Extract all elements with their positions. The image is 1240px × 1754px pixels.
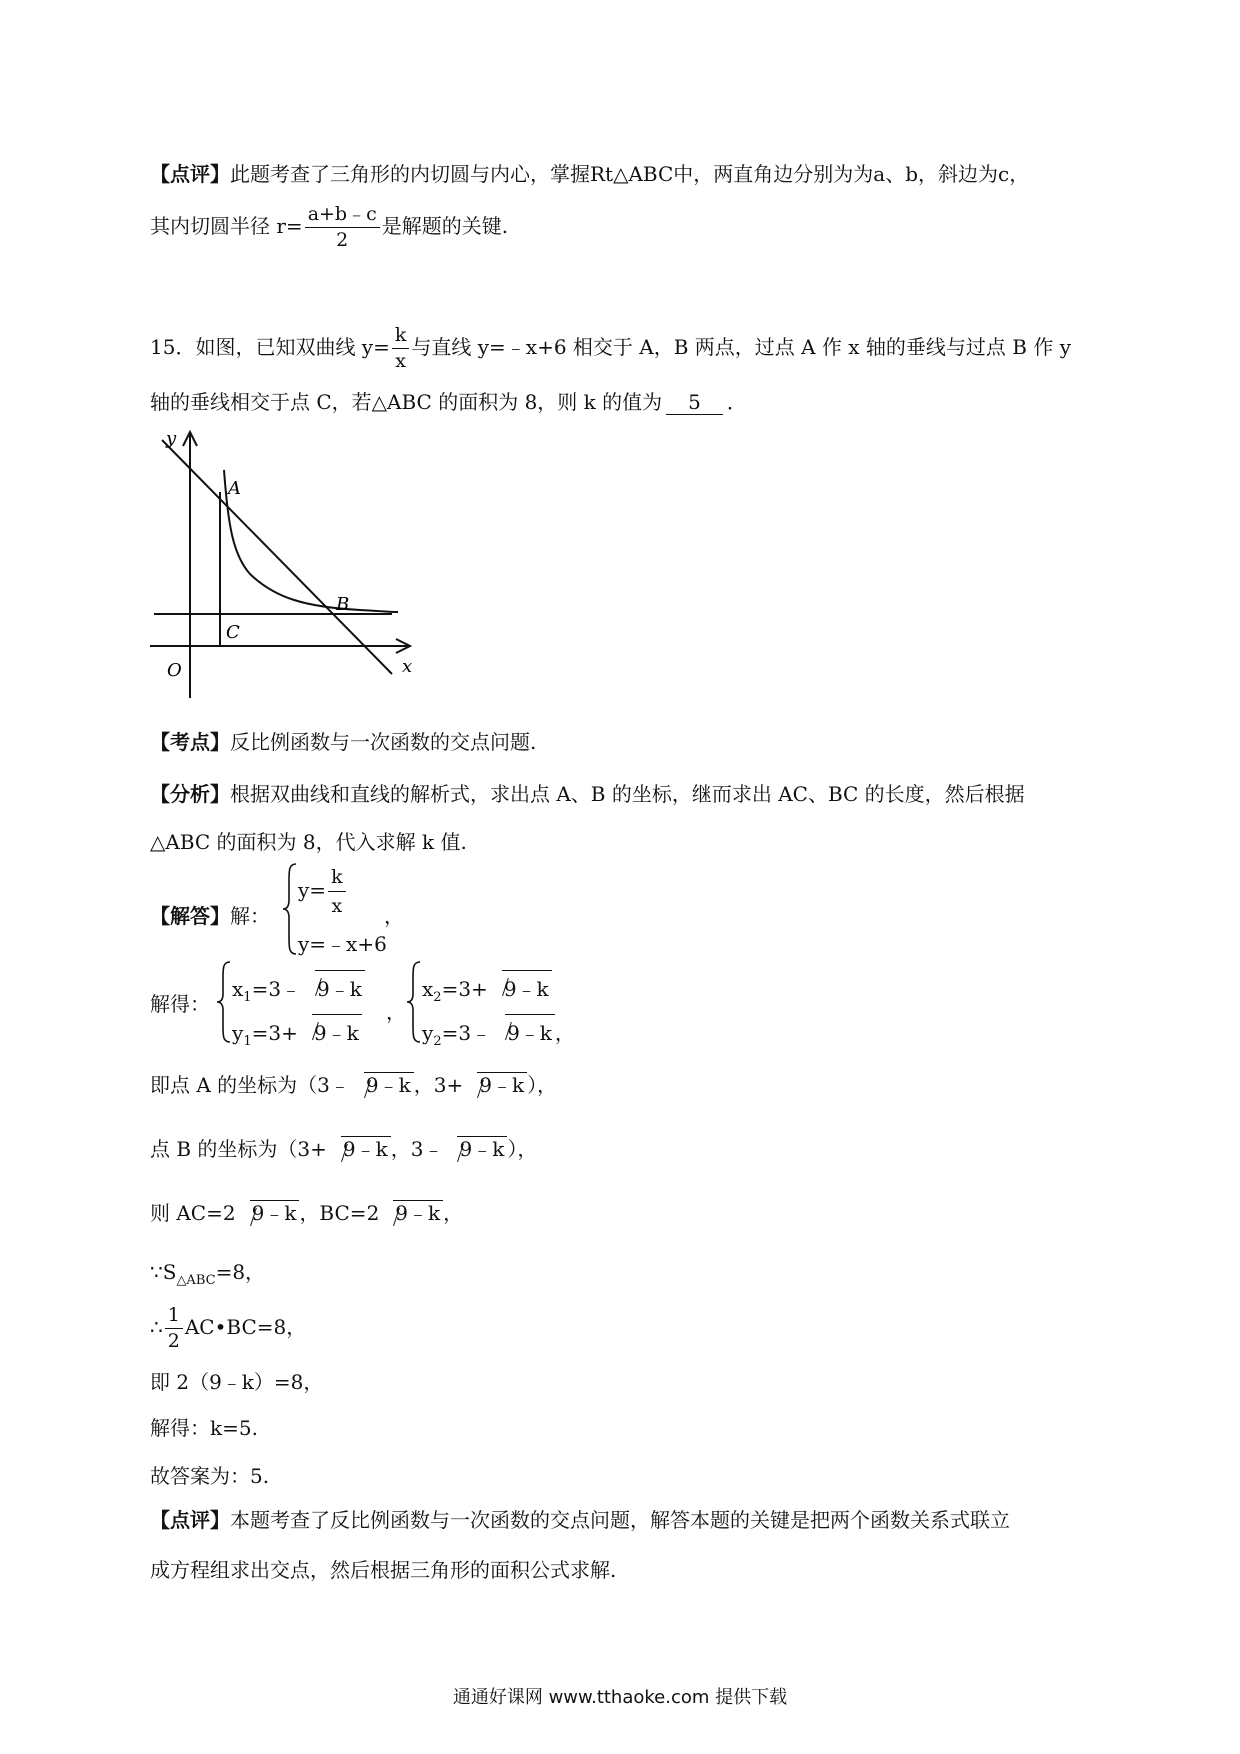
step-half: ∴ $\frac{1}{2}$ AC•BC=8， — [150, 1304, 307, 1352]
jieda-label: 【解答】解： — [150, 904, 270, 928]
label-c: C — [226, 622, 240, 643]
step-point-a: 即点 A 的坐标为（3﹣ 9﹣k ，3+ 9﹣k ）， — [150, 1073, 558, 1097]
solution1-y: $y_1=3+$ 9﹣k — [232, 1014, 362, 1049]
kaodian-tag: 【考点】 — [150, 730, 230, 754]
solution2-y: $y_2=3﹣$ 9﹣k ， — [422, 1014, 575, 1049]
answer-blank: 5 — [666, 392, 723, 415]
fenxi-tag: 【分析】 — [150, 782, 230, 806]
brace-solution-2 — [406, 960, 422, 1044]
fenxi-line2: △ABC 的面积为 8，代入求解 k 值. — [150, 830, 467, 854]
system-eq2: y=﹣x+6 — [298, 932, 387, 956]
step-answer: 故答案为：5. — [150, 1464, 270, 1488]
comment1-line2: 其内切圆半径 r= $\frac{a+b﹣c}{2}$ 是解题的关键. — [150, 203, 509, 251]
step-point-b: 点 B 的坐标为（3+ 9﹣k ，3﹣ 9﹣k ）， — [150, 1137, 538, 1161]
comment2-line2: 成方程组求出交点，然后根据三角形的面积公式求解. — [150, 1558, 617, 1582]
comment2-tag: 【点评】 — [150, 1508, 230, 1532]
label-y: y — [166, 428, 177, 449]
brace-left-system — [282, 862, 298, 956]
fenxi-line1: 【分析】根据双曲线和直线的解析式，求出点 A、B 的坐标，继而求出 AC、BC 的长度，然后根据 — [150, 782, 1025, 806]
jieda-tag: 【解答】 — [150, 904, 230, 928]
q15-line1: 15．如图，已知双曲线 y= $\frac{k}{x}$ 与直线 y=﹣x+6 相交于 A，B 两点，过点 A 作 x 轴的垂线与过点 B 作 y — [150, 324, 1071, 372]
step-ac-bc: 则 AC=2 9﹣k ，BC=2 9﹣k ， — [150, 1201, 464, 1225]
label-b: B — [336, 594, 350, 615]
system-comma: ， — [384, 904, 404, 928]
inradius-fraction: $\frac{a+b﹣c}{2}$ — [305, 205, 380, 250]
solution1-x: $x_1=3﹣$ 9﹣k — [232, 970, 365, 1005]
straight-line — [162, 440, 392, 674]
step-area: $\because S_{\triangle ABC}=8$， — [150, 1260, 266, 1288]
brace-solution-1 — [216, 960, 232, 1044]
comment1-tag: 【点评】 — [150, 162, 230, 186]
hyperbola-fraction: $\frac{k}{x}$ — [392, 326, 410, 371]
system-eq1: y= $\frac{k}{x}$ — [298, 866, 348, 917]
page-footer: 通通好课网 www.tthaoke.com 提供下载 — [452, 1687, 788, 1708]
solution2-x: $x_2=3+$ 9﹣k — [422, 970, 552, 1005]
label-a: A — [228, 478, 241, 499]
label-o: O — [167, 660, 182, 681]
kaodian: 【考点】反比例函数与一次函数的交点问题. — [150, 730, 537, 754]
comment2-line1: 【点评】本题考查了反比例函数与一次函数的交点问题，解答本题的关键是把两个函数关系式联立 — [150, 1508, 1010, 1532]
label-x: x — [402, 656, 413, 677]
solution-separator: ， — [386, 1000, 406, 1024]
q15-line2: 轴的垂线相交于点 C，若△ABC 的面积为 8，则 k 的值为 5 ． — [150, 390, 747, 414]
hyperbola-line-figure — [140, 420, 430, 710]
step-equation: 即 2（9﹣k）=8， — [150, 1370, 324, 1394]
solve-label: 解得： — [150, 992, 210, 1016]
step-solve-k: 解得：k=5. — [150, 1416, 258, 1440]
comment1-line1: 【点评】此题考查了三角形的内切圆与内心，掌握Rt△ABC中，两直角边分别为为a、b，斜边为c， — [150, 162, 1030, 186]
